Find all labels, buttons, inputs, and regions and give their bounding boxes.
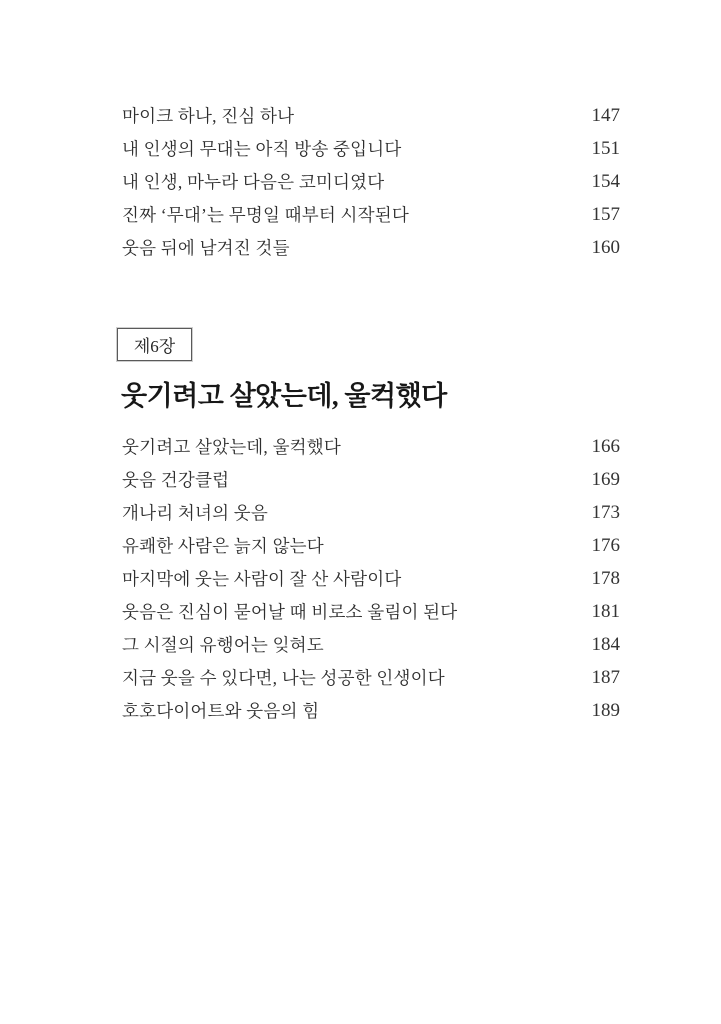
toc-entry-title: 마이크 하나, 진심 하나	[122, 106, 295, 126]
toc-entry-page-number: 181	[591, 600, 620, 622]
toc-entry-title: 내 인생의 무대는 아직 방송 중입니다	[122, 139, 402, 159]
toc-entry-row	[122, 595, 620, 628]
toc-entry-page-number: 151	[591, 137, 620, 159]
toc-entry-title: 개나리 처녀의 웃음	[122, 503, 268, 523]
toc-entry-row	[122, 628, 620, 661]
toc-entry-page-number: 157	[591, 203, 620, 225]
toc-entry-page-number: 147	[591, 104, 620, 126]
toc-entry-title: 지금 웃을 수 있다면, 나는 성공한 인생이다	[122, 668, 445, 688]
toc-entry-row	[122, 231, 620, 264]
toc-entry-title: 내 인생, 마누라 다음은 코미디였다	[122, 172, 385, 192]
toc-entry-row	[122, 198, 620, 231]
toc-entry-title: 웃음 뒤에 남겨진 것들	[122, 238, 290, 258]
toc-entry-row	[122, 694, 620, 727]
toc-entry-row	[122, 99, 620, 132]
toc-list-previous-chapter	[122, 99, 620, 264]
toc-entry-page-number: 154	[591, 170, 620, 192]
toc-entry-page-number: 178	[591, 567, 620, 589]
toc-entry-title: 웃음 건강클럽	[122, 470, 230, 490]
toc-entry-title: 진짜 ‘무대’는 무명일 때부터 시작된다	[122, 205, 409, 225]
toc-entry-page-number: 189	[591, 699, 620, 721]
toc-entry-page-number: 169	[591, 468, 620, 490]
toc-entry-row	[122, 661, 620, 694]
toc-entry-row	[122, 430, 620, 463]
toc-entry-title: 유쾌한 사람은 늙지 않는다	[122, 536, 324, 556]
toc-entry-page-number: 160	[591, 236, 620, 258]
toc-entry-row	[122, 132, 620, 165]
toc-entry-row	[122, 463, 620, 496]
toc-entry-page-number: 187	[591, 666, 620, 688]
toc-entry-row	[122, 165, 620, 198]
toc-list-chapter6	[122, 430, 620, 727]
toc-entry-page-number: 176	[591, 534, 620, 556]
toc-entry-row	[122, 496, 620, 529]
toc-entry-title: 웃음은 진심이 묻어날 때 비로소 울림이 된다	[122, 602, 458, 622]
toc-entry-row	[122, 562, 620, 595]
chapter-badge: 제6장	[117, 328, 192, 361]
toc-entry-title: 웃기려고 살았는데, 울컥했다	[122, 437, 341, 457]
chapter-title: 웃기려고 살았는데, 울컥했다	[121, 381, 447, 411]
toc-entry-page-number: 184	[591, 633, 620, 655]
toc-entry-page-number: 166	[591, 435, 620, 457]
toc-entry-title: 호호다이어트와 웃음의 힘	[122, 701, 320, 721]
toc-entry-title: 마지막에 웃는 사람이 잘 산 사람이다	[122, 569, 402, 589]
toc-entry-row	[122, 529, 620, 562]
toc-entry-page-number: 173	[591, 501, 620, 523]
toc-entry-title: 그 시절의 유행어는 잊혀도	[122, 635, 324, 655]
